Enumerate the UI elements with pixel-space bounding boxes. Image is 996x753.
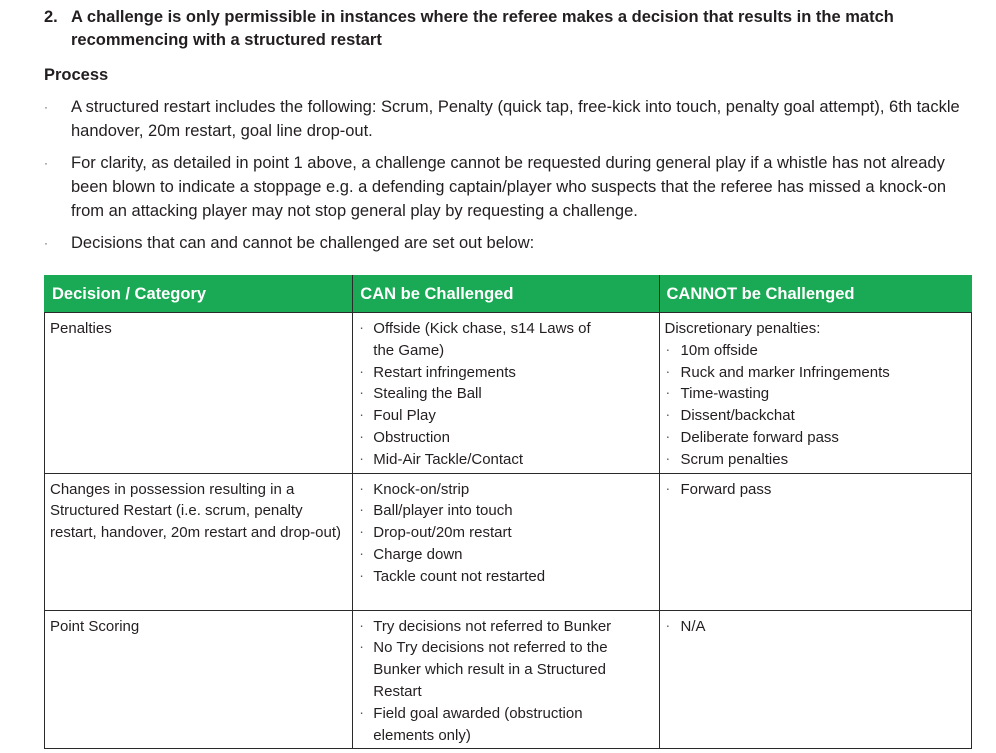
- bullet-item: [44, 151, 964, 223]
- table-row: [45, 313, 972, 474]
- process-title: Process: [44, 66, 109, 84]
- cannot-cell: [659, 610, 971, 749]
- can-list: [358, 318, 652, 471]
- bullet-dot-icon: ·: [44, 100, 48, 114]
- bullet-item: [44, 95, 964, 143]
- table-row: [45, 473, 972, 610]
- cannot-cell: [659, 473, 971, 610]
- table-row: [45, 610, 972, 749]
- list-item: · Stealing the Ball: [358, 383, 652, 405]
- category-cell: Point Scoring: [45, 610, 353, 749]
- list-item: · Field goal awarded (obstruction elements only): [358, 703, 652, 747]
- list-item: · Tackle count not restarted: [358, 566, 652, 588]
- list-item: · Ruck and marker Infringements: [665, 362, 965, 384]
- process-bullets: [44, 95, 964, 263]
- bullet-text: Decisions that can and cannot be challenged are set out below:: [71, 234, 535, 252]
- list-item: · 10m offside: [665, 340, 965, 362]
- bullet-dot-icon: ·: [44, 236, 48, 250]
- list-item: · Dissent/backchat: [665, 405, 965, 427]
- can-cell: [353, 610, 659, 749]
- list-item: · Obstruction: [358, 427, 652, 449]
- section-heading: [44, 6, 974, 52]
- list-item: · Deliberate forward pass: [665, 427, 965, 449]
- header-can-be-challenged: CAN be Challenged: [353, 276, 659, 313]
- list-item: · Drop-out/20m restart: [358, 522, 652, 544]
- can-cell: [353, 313, 659, 474]
- table-header-row: [45, 276, 972, 313]
- list-item: · Mid-Air Tackle/Contact: [358, 449, 652, 471]
- can-cell: [353, 473, 659, 610]
- section-number: 2.: [44, 8, 58, 26]
- list-item: · Charge down: [358, 544, 652, 566]
- cannot-cell: [659, 313, 971, 474]
- cannot-list: [665, 479, 965, 501]
- category-cell: Penalties: [45, 313, 353, 474]
- cannot-list: [665, 616, 965, 638]
- bullet-text: For clarity, as detailed in point 1 above, a challenge cannot be requested during general play if a whistle has not already been blown to indicate a stoppage e.g. a defending captain/player who suspects that the referee has missed a knock-on from an attacking player may not stop general play by requesting a challenge.: [71, 154, 947, 220]
- list-item: · No Try decisions not referred to the Bunker which result in a Structured Restart: [358, 637, 652, 702]
- header-decision-category: Decision / Category: [45, 276, 353, 313]
- list-item: · Restart infringements: [358, 362, 652, 384]
- challenge-table: [44, 275, 972, 749]
- list-item: · Scrum penalties: [665, 449, 965, 471]
- category-cell: Changes in possession resulting in a Structured Restart (i.e. scrum, penalty restart, handover, 20m restart and drop-out): [45, 473, 353, 610]
- bullet-text: A structured restart includes the following: Scrum, Penalty (quick tap, free-kick into touch, penalty goal attempt), 6th tackle handover, 20m restart, goal line drop-out.: [71, 98, 960, 140]
- header-cannot-be-challenged: CANNOT be Challenged: [659, 276, 971, 313]
- list-item: · Forward pass: [665, 479, 965, 501]
- can-list: [358, 479, 652, 588]
- list-item: · Ball/player into touch: [358, 500, 652, 522]
- list-item: · N/A: [665, 616, 965, 638]
- cannot-list: [665, 340, 965, 471]
- list-item: · Knock-on/strip: [358, 479, 652, 501]
- section-title: A challenge is only permissible in instances where the referee makes a decision that results in the match recommencing with a structured restart: [71, 8, 894, 49]
- cannot-subtitle: Discretionary penalties:: [664, 320, 821, 337]
- bullet-item: [44, 231, 964, 255]
- bullet-dot-icon: ·: [44, 156, 48, 170]
- list-item: · Offside (Kick chase, s14 Laws of the Game): [358, 318, 652, 362]
- can-list: [358, 616, 652, 747]
- list-item: · Time-wasting: [665, 383, 965, 405]
- list-item: · Foul Play: [358, 405, 652, 427]
- list-item: · Try decisions not referred to Bunker: [358, 616, 652, 638]
